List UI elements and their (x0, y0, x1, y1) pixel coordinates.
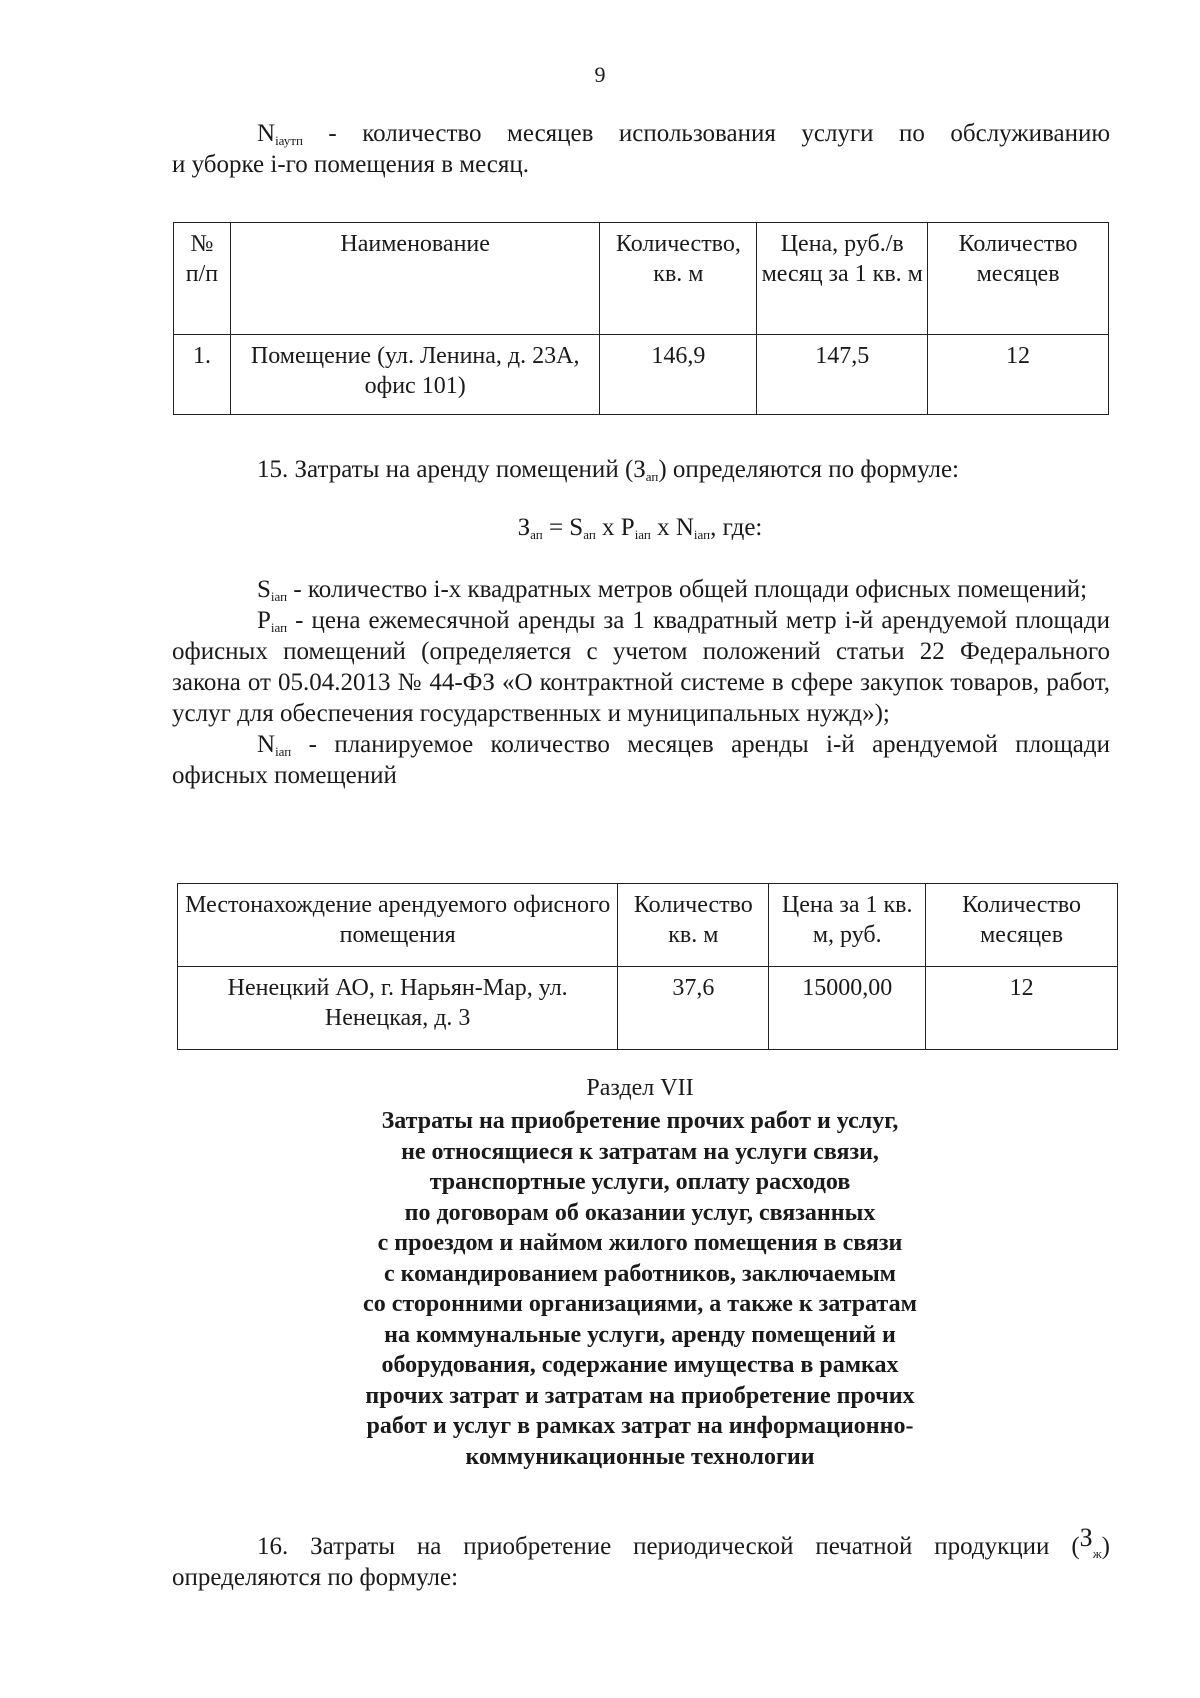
table-cell: Ненецкий АО, г. Нарьян-Мар, ул. Ненецкая, д. 3 (178, 967, 618, 1050)
section-label: Раздел VII (586, 1075, 694, 1101)
item16-paragraph: 16. Затраты на приобретение периодической печатной продукции $(З_ж)$ определяются по формуле: (172, 1523, 1110, 1591)
item15-heading: 15. Затраты на аренду помещений $(З_{ап})$ определяются по формуле: (257, 456, 959, 484)
section-title-line: с командированием работников, заключаемым (383, 1260, 897, 1287)
section-title-line: коммуникационные технологии (465, 1443, 815, 1470)
header-cell: Цена за 1 кв. м, руб. (769, 884, 926, 967)
section-title-line: транспортные услуги, оплату расходов (429, 1169, 851, 1195)
table-cell: 12 (926, 967, 1118, 1050)
section-title-line: с проездом и наймом жилого помещения в связи (377, 1230, 903, 1256)
definition-n-iap: $N_{iап}$ - планируемое количество месяцев аренды i-й арендуемой площади офисных помещений (172, 731, 1110, 789)
section-title-line: со сторонними организациями, а также к затратам (363, 1291, 917, 1317)
header-cell: Количество кв. м (618, 884, 769, 967)
table-header-row (174, 223, 1109, 335)
table-cell: 15000,00 (769, 967, 926, 1050)
table-header-row (178, 884, 1118, 967)
section-title-line: не относящиеся к затратам на услуги связи, (401, 1138, 879, 1165)
section-title-line: прочих затрат и затратам на приобретение прочих (365, 1382, 915, 1409)
rent-formula: $З_{ап} = S_{ап}$ x $P_{iап}$ x $N_{iап}$, где: (517, 514, 763, 542)
table-row (178, 967, 1118, 1050)
table-cell: 147,5 (757, 335, 928, 415)
header-cell: Цена, руб./в месяц за 1 кв. м (757, 223, 928, 335)
section-title-line: работ и услуг в рамках затрат на информационно- (366, 1413, 914, 1439)
item16-text-line2: определяются по формуле: (172, 1564, 459, 1591)
table-cell: 12 (928, 335, 1109, 415)
office-rent-table (177, 883, 1118, 1050)
table-cell: 146,9 (600, 335, 757, 415)
symbol-n-iautp: $N_{iаутп}$ (257, 120, 303, 148)
definition-s-iap: $S_{iап}$ - количество i-х квадратных метров общей площади офисных помещений; (257, 576, 1088, 604)
header-cell: № п/п (174, 223, 231, 335)
definitions (172, 574, 1110, 791)
cleaning-service-table (173, 222, 1109, 415)
definition-p-iap: $P_{iап}$ - цена ежемесячной аренды за 1 квадратный метр i-й арендуемой площади офисных помещений (определяется с учетом положений статьи 22 Федерального закона от 05.04.2013 № 44-ФЗ «О контрактной системе в сфере закупок товаров, работ, услуг для обеспечения государственных и муниципальных нужд»); (172, 607, 1110, 727)
table-cell: 1. (174, 335, 231, 415)
symbol-z-zh: $З_ж$ (1079, 1523, 1102, 1561)
section-title-line: Затраты на приобретение прочих работ и услуг, (381, 1108, 899, 1134)
table-row (174, 335, 1109, 415)
header-cell: Количество месяцев (926, 884, 1118, 967)
page-number: 9 (594, 62, 606, 87)
section-title (0, 1106, 1200, 1472)
section-title-line: оборудования, содержание имущества в рамках (381, 1352, 899, 1378)
intro-text-line2: и уборке i-го помещения в месяц. (172, 151, 530, 178)
section-title-line: по договорам об оказании услуг, связанных (404, 1199, 876, 1226)
header-cell: Наименование (230, 223, 599, 335)
section-title-line: на коммунальные услуги, аренду помещений и (384, 1321, 896, 1348)
header-cell: Количество, кв. м (600, 223, 757, 335)
table-cell: 37,6 (618, 967, 769, 1050)
table-cell: Помещение (ул. Ленина, д. 23А, офис 101) (230, 335, 599, 415)
header-cell: Местонахождение арендуемого офисного помещения (178, 884, 618, 967)
intro-paragraph (172, 118, 1110, 180)
intro-text-line1: - количество месяцев использования услуги по обслуживанию (302, 120, 1110, 147)
header-cell: Количество месяцев (928, 223, 1109, 335)
